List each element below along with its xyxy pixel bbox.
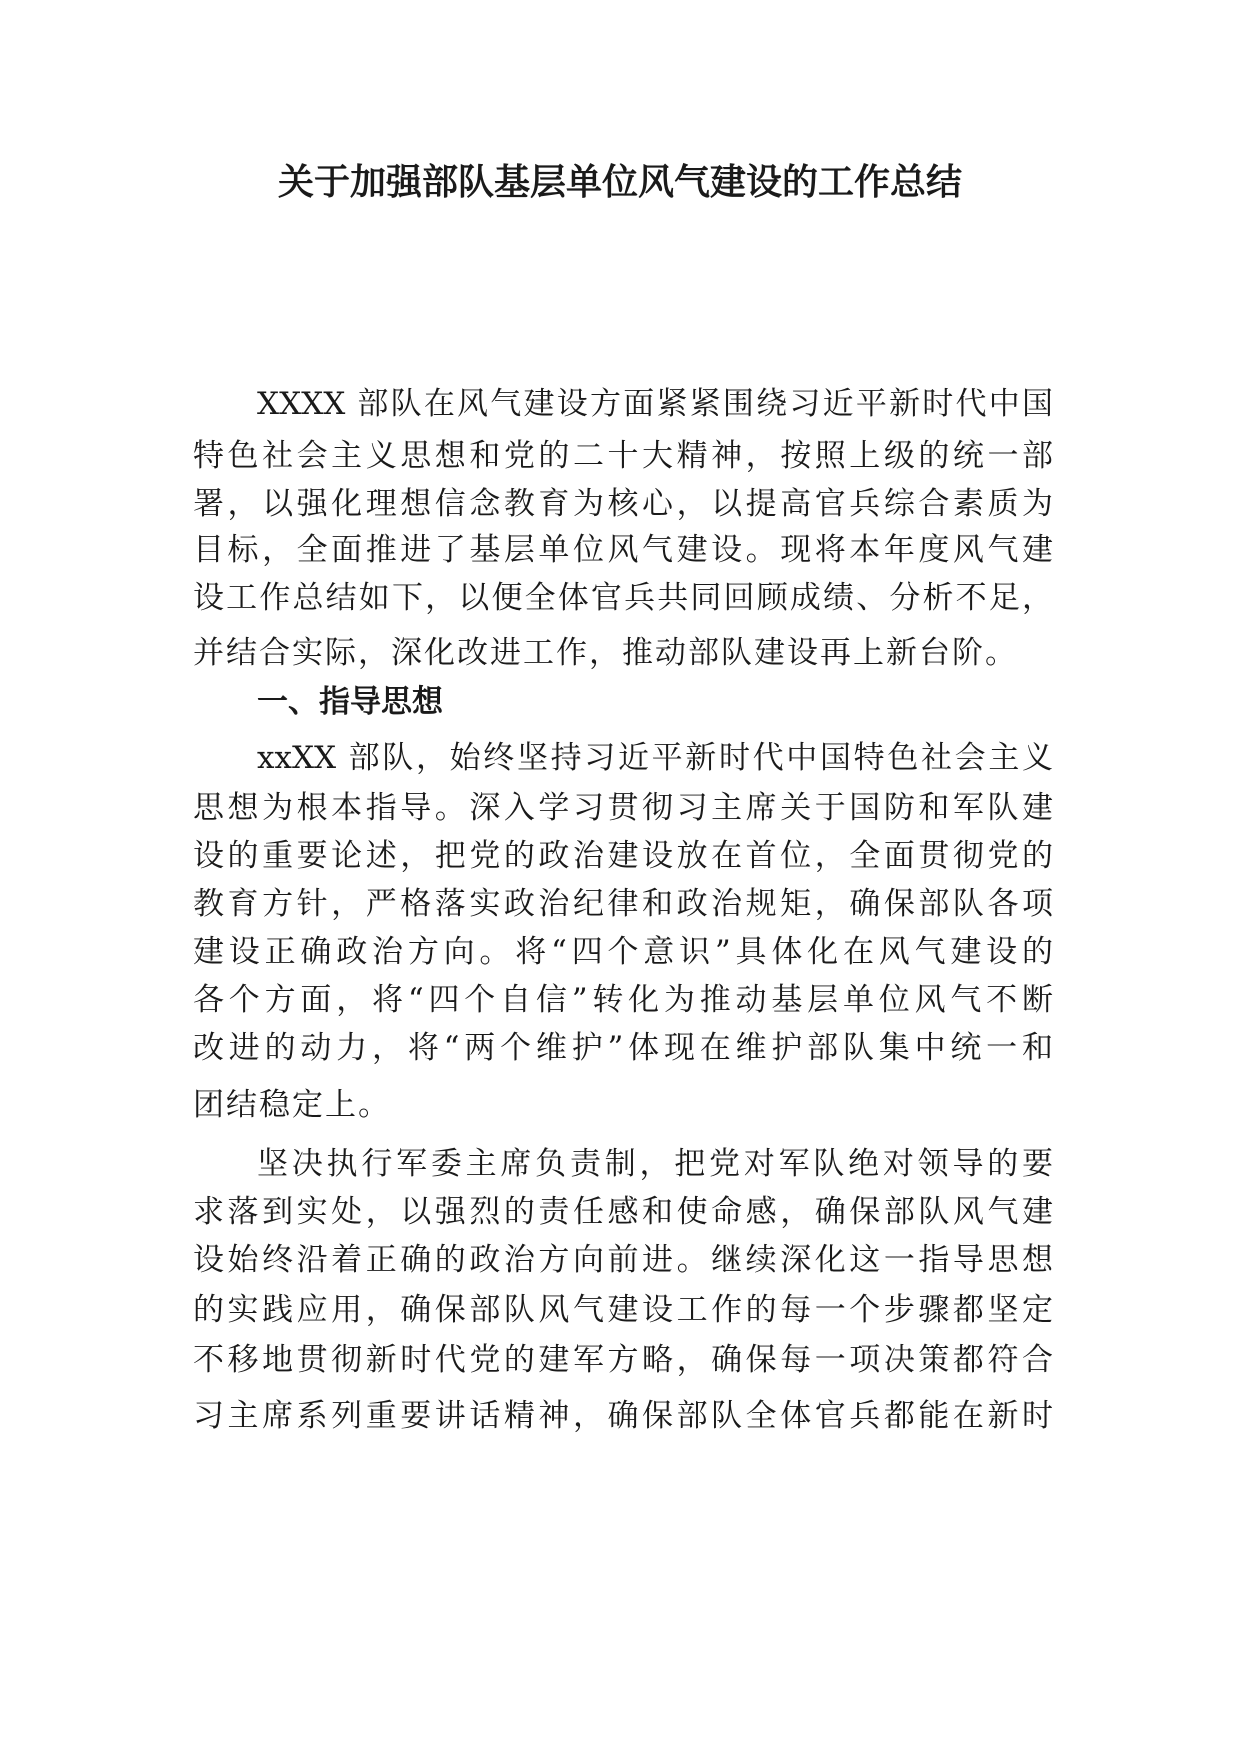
paragraph-line: 设始终沿着正确的政治方向前进。继续深化这一指导思想 xyxy=(193,1242,1053,1278)
paragraph-line: 教育方针，严格落实政治纪律和政治规矩，确保部队各项 xyxy=(193,886,1053,922)
paragraph-line: 设的重要论述，把党的政治建设放在首位，全面贯彻党的 xyxy=(193,838,1053,874)
paragraph-line: 求落到实处，以强烈的责任感和使命感，确保部队风气建 xyxy=(193,1194,1053,1230)
paragraph-line: 习主席系列重要讲话精神，确保部队全体官兵都能在新时 xyxy=(193,1398,1053,1434)
paragraph-line: xxXX 部队，始终坚持习近平新时代中国特色社会主义 xyxy=(257,740,1053,776)
document-title: 关于加强部队基层单位风气建设的工作总结 xyxy=(277,162,962,203)
intro-line: 设工作总结如下，以便全体官兵共同回顾成绩、分析不足， xyxy=(193,580,1053,616)
intro-line: 并结合实际，深化改进工作，推动部队建设再上新台阶。 xyxy=(193,635,1018,671)
intro-line: 特色社会主义思想和党的二十大精神，按照上级的统一部 xyxy=(193,438,1053,474)
intro-line: 目标，全面推进了基层单位风气建设。现将本年度风气建 xyxy=(193,532,1053,568)
intro-line: 署，以强化理想信念教育为核心，以提高官兵综合素质为 xyxy=(193,486,1053,522)
paragraph-line: 各个方面，将“四个自信”转化为推动基层单位风气不断 xyxy=(193,982,1053,1018)
paragraph-line: 不移地贯彻新时代党的建军方略，确保每一项决策都符合 xyxy=(193,1342,1053,1378)
paragraph-line: 改进的动力，将“两个维护”体现在维护部队集中统一和 xyxy=(193,1030,1053,1066)
paragraph-line: 团结稳定上。 xyxy=(193,1087,391,1123)
paragraph-line: 坚决执行军委主席负责制，把党对军队绝对领导的要 xyxy=(257,1146,1053,1182)
paragraph-line: 建设正确政治方向。将“四个意识”具体化在风气建设的 xyxy=(193,934,1053,970)
section-heading: 一、指导思想 xyxy=(257,684,443,720)
paragraph-line: 思想为根本指导。深入学习贯彻习主席关于国防和军队建 xyxy=(193,790,1053,826)
intro-line: XXXX 部队在风气建设方面紧紧围绕习近平新时代中国 xyxy=(257,386,1053,422)
paragraph-line: 的实践应用，确保部队风气建设工作的每一个步骤都坚定 xyxy=(193,1292,1053,1328)
